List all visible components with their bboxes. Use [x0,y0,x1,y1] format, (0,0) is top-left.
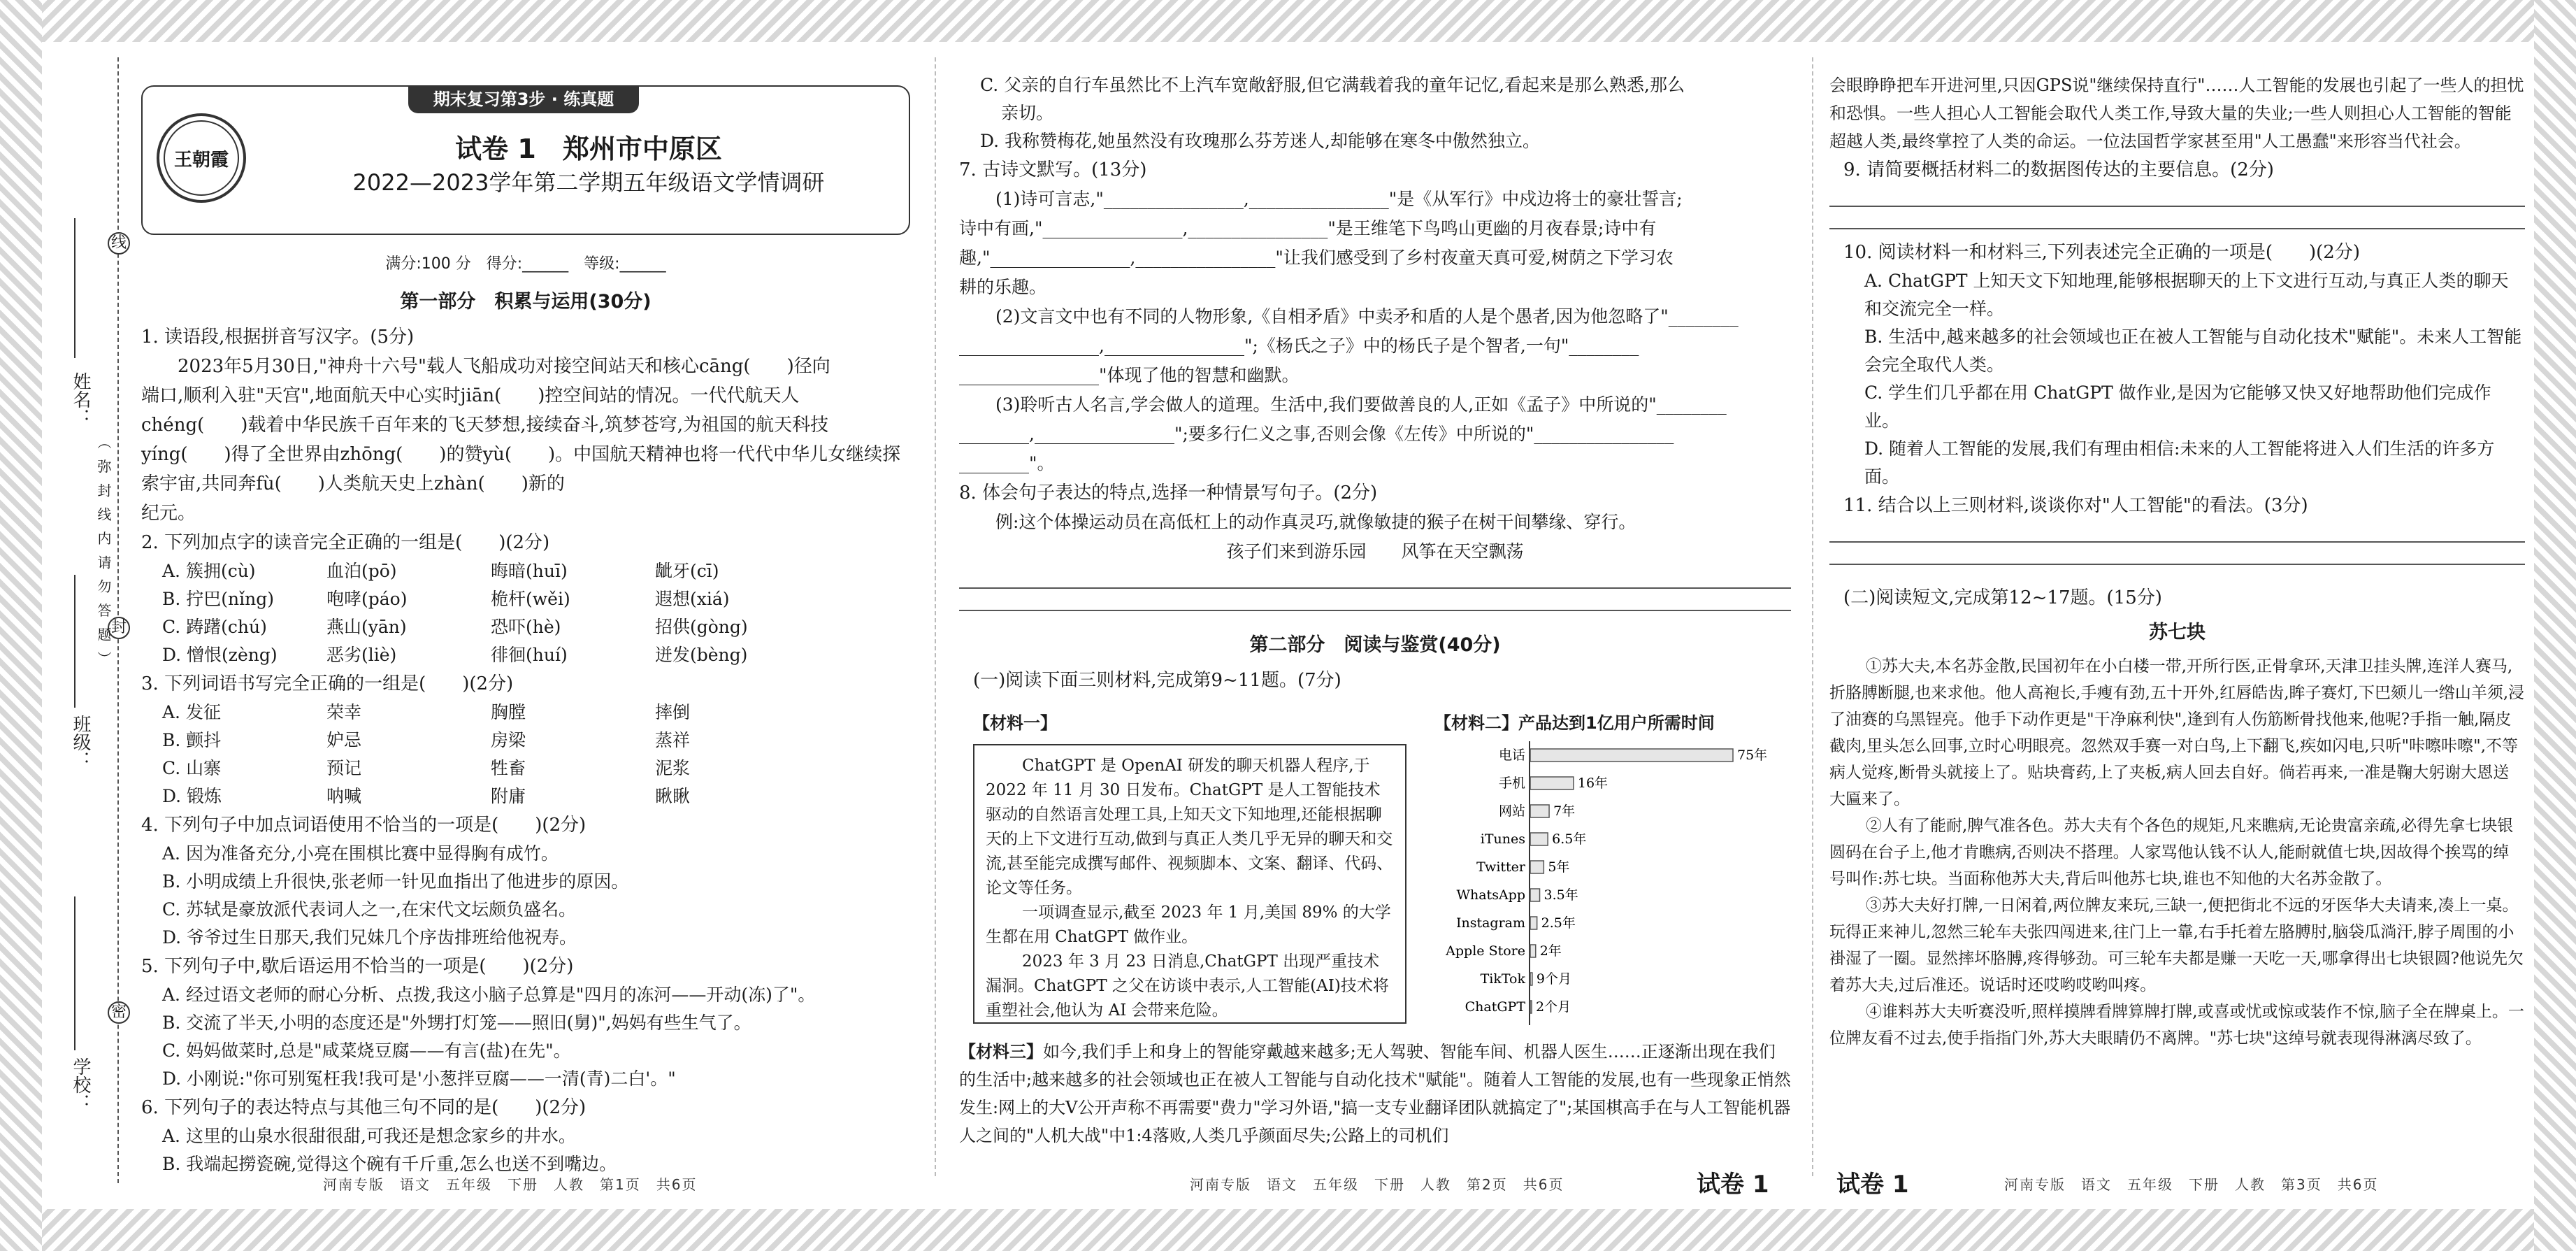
page-2 [959,43,1791,1208]
story-paragraph: ④谁料苏大夫听赛没听,照样摸牌看牌算牌打牌,或喜或忧或惊或装作不惊,脑子全在牌桌上。一位牌友看不过去,使手指指门外,苏大夫眼睛仍不离牌。"苏七块"这绰号就表现得淋漓尽致了。 [1829,1003,2524,1048]
category-label: WhatsApp [1456,887,1525,903]
option: 瞅瞅 [655,786,691,806]
bar [1530,1001,1532,1013]
option: 房梁 [491,730,526,750]
exam-title: 试卷 1 郑州市中原区 [455,134,722,164]
option: C. 踌躇(chú) [162,617,267,637]
fill-line: (1)诗可言志,"________________,________________"是《从军行》中戍边将士的豪壮誓言; [995,189,1683,209]
option: B. 我端起撈瓷碗,觉得这个碗有千斤重,怎么也送不到嘴边。 [162,1154,617,1174]
value-label: 2个月 [1536,999,1571,1015]
passage-line: 端口,顺利入驻"天宫",地面航天中心实时jiān( )控空间站的情况。一代代航天人 [141,385,800,406]
page-3 [1829,43,2525,1208]
material-3-text [959,1038,1791,1150]
fill-line: ________,________________";要多行仁义之事,否则会像《左传》中所说的"________________ [959,424,1674,444]
option: 亲切。 [1001,103,1054,123]
option: 恐吓(hè) [491,617,561,637]
option: B. 小明成绩上升很快,张老师一针见血指出了他进步的原因。 [162,871,629,892]
fill-line: ________________,________________";《杨氏之子》中的杨氏子是个智者,一句"________ [959,336,1639,356]
school-field[interactable] [74,896,75,1050]
option: 迸发(bèng) [655,645,748,665]
option: B. 拧巴(nǐng) [162,589,274,609]
option: 预记 [326,758,362,778]
question-stem: 8. 体会句子表达的特点,选择一种情景写句子。(2分) [959,482,1378,503]
option-row [162,755,910,782]
option: 附庸 [491,786,526,806]
category-label: TikTok [1480,971,1525,987]
option: 燕山(yān) [326,617,407,637]
question-stem: 3. 下列词语书写完全正确的一组是( )(2分) [141,673,514,694]
bar [1530,945,1536,957]
option: C. 山寨 [162,758,222,778]
option: 遐想(xiá) [655,589,730,609]
option: 妒忌 [326,730,362,750]
option: 恶劣(liè) [326,645,397,665]
answer-line[interactable] [959,610,1791,611]
value-label: 6.5年 [1552,831,1587,847]
option: B. 生活中,越来越多的社会领域也正在被人工智能与自动化技术"赋能"。未来人工智能会完全取代人类。 [1864,327,2522,375]
passage-line: chéng( )载着中华民族千百年来的飞天梦想,接续奋斗,筑梦苍穹,为祖国的航天科技 [141,415,829,436]
option: D. 我称赞梅花,她虽然没有玫瑰那么芬芳迷人,却能够在寒冬中傲然独立。 [980,131,1540,151]
bar [1530,917,1537,929]
option: C. 学生们几乎都在用 ChatGPT 做作业,是因为它能够又快又好地帮助他们完成作业。 [1864,383,2491,431]
bar-chart-svg [1441,737,1784,1031]
section-title: 第一部分 积累与运用(30分) [400,291,652,313]
fill-line: 诗中有画,"________________,________________"是王维笔下鸟鸣山更幽的月夜春景;诗中有 [959,218,1657,238]
answer-line[interactable] [959,587,1791,589]
question-stem: 10. 阅读材料一和材料三,下列表述完全正确的一项是( )(2分) [1843,242,2360,263]
option: C. 妈妈做菜时,总是"咸菜烧豆腐——有言(盐)在先"。 [162,1041,571,1061]
exam-badge: 试卷 1 [1697,1171,1769,1199]
story-title: 苏七块 [2149,622,2206,643]
value-label: 16年 [1577,775,1609,791]
exam-header [141,85,910,235]
bar [1530,889,1540,901]
option: A. 经过语文老师的耐心分析、点拨,我这小脑子总算是"四月的冻河——开动(冻)了"。 [162,985,816,1005]
question-stem: 1. 读语段,根据拼音写汉字。(5分) [141,327,415,348]
review-step-tab: 期末复习第3步 · 练真题 [408,85,639,113]
section-title: 第二部分 阅读与鉴赏(40分) [1249,634,1501,656]
option: D. 锻炼 [162,786,222,806]
bar [1530,749,1733,762]
option: 徘徊(huí) [491,645,568,665]
binding-strip [43,43,134,1208]
option: D. 憎恨(zèng) [162,645,278,665]
category-label: 电话 [1498,748,1525,763]
school-label: 学校： [70,1057,91,1112]
material-3-title: 【材料三】 [959,1042,1043,1061]
material-3-body: 如今,我们手上和身上的智能穿戴越来越多;无人驾驶、智能车间、机器人医生……正逐渐出现在我们的生活中;越来越多的社会领域也正在被人工智能与自动化技术"赋能"。随着人工智能的发展,也有一些现象正悄然发生:网上的大V公开声称不再需要"费力"学习外语,"搞一支专业翻译团队就搞定了";某国棋高手在与人工智能机器人之间的"人机大战"中1:4落败,人类几乎颜面尽失;公路上的司机们 [959,1042,1791,1145]
category-label: iTunes [1480,831,1525,847]
option: 龇牙(cī) [655,561,719,581]
question-stem: 6. 下列句子的表达特点与其他三句不同的是( )(2分) [141,1097,587,1118]
bar [1530,861,1544,873]
bar [1530,805,1549,817]
option-row [162,727,910,755]
reading-stem: (一)阅读下面三则材料,完成第9~11题。(7分) [973,670,1341,691]
material-paragraph: ChatGPT 是 OpenAI 研发的聊天机器人程序,于 2022 年 11 月 30 日发布。ChatGPT 是人工智能技术驱动的自然语言处理工具,上知天文下知地理,还能根据聊天的上下文进行互动,做到与真正人类几乎无异的聊天和交流,甚至能完成撰写邮件、视频脚本、文案、翻译、代码、论文等任务。 [986,757,1393,897]
page-footer: 河南专版 语文 五年级 下册 人教 第1页 共6页 [323,1176,698,1193]
option: 泥浆 [655,758,691,778]
seal-mark: 封 [108,617,130,639]
exam-sheet [43,43,2533,1208]
value-label: 2年 [1539,943,1562,959]
page-1 [141,43,910,1208]
scene-choices: 孩子们来到游乐园 风筝在天空飘荡 [1226,541,1524,562]
material-1-box [973,744,1406,1024]
answer-line[interactable] [1829,206,2525,207]
category-label: Apple Store [1446,943,1525,959]
value-label: 2.5年 [1541,915,1576,931]
question-stem: 9. 请简要概括材料二的数据图传达的主要信息。(2分) [1843,159,2274,180]
option: 荣幸 [326,702,362,722]
material-paragraph: 2023 年 3 月 23 日消息,ChatGPT 出现严重技术漏洞。ChatGPT 之父在访谈中表示,人工智能(AI)技术将重塑社会,他认为 AI 会带来危险。 [986,952,1389,1020]
fill-line: (2)文言文中也有不同的人物形象,《自相矛盾》中卖矛和盾的人是个愚者,因为他忽略了"________ [995,306,1739,327]
question-stem: 2. 下列加点字的读音完全正确的一组是( )(2分) [141,532,550,553]
class-field[interactable] [74,575,75,708]
option: 招供(gòng) [655,617,748,637]
option: 咆哮(páo) [326,589,408,609]
question-stem: 11. 结合以上三则材料,谈谈你对"人工智能"的看法。(3分) [1843,495,2308,516]
option: D. 小刚说:"你可别冤枉我!我可是'小葱拌豆腐——一清(青)二白'。" [162,1068,676,1089]
option-row [162,699,910,727]
seal-mark: 密 [108,1001,130,1024]
option: D. 随着人工智能的发展,我们有理由相信:未来的人工智能将进入人们生活的许多方面。 [1864,438,2495,487]
column-divider [935,57,936,1176]
page-footer: 河南专版 语文 五年级 下册 人教 第3页 共6页 [2004,1176,2379,1193]
bar [1530,973,1532,985]
logo-text: 王朝霞 [164,120,239,196]
value-label: 75年 [1737,748,1768,763]
seal-note: （ 弥 封 线 内 请 勿 答 题 ） [95,435,112,669]
fill-line: ________________"体现了他的智慧和幽默。 [959,365,1300,385]
story-paragraph: ②人有了能耐,脾气准各色。苏大夫有个各色的规矩,凡来瞧病,无论贵富亲疏,必得先拿七块银圆码在台子上,他才肯瞧病,否则决不搭理。人家骂他认钱不认人,能耐就值七块,因故得个挨骂的绰号叫作:苏七块。当面称他苏大夫,背后叫他苏七块,谁也不知他的大名苏金散了。 [1829,817,2514,888]
option-row [162,641,910,669]
materials-block [959,695,1791,1038]
story-paragraph: ③苏大夫好打牌,一日闲着,两位牌友来玩,三缺一,便把街北不远的牙医华大夫请来,凑上一桌。玩得正来神儿,忽然三轮车夫张四闯进来,往门上一靠,右手托着左胳膊肘,脑袋瓜淌汗,脖子周围的小褂湿了一圈。显然摔坏胳膊,疼得够劲。可三轮车夫都是赚一天吃一天,哪拿得出七块银圆?他说先欠着苏大夫,过后准还。说话时还哎哟哎哟叫疼。 [1829,896,2524,994]
category-label: Instagram [1455,915,1525,931]
value-label: 3.5年 [1544,887,1578,903]
bar [1530,833,1548,845]
option: 牲畜 [491,758,526,778]
exam-subtitle: 2022—2023学年第二学期五年级语文学情调研 [352,169,825,196]
name-field[interactable] [74,218,75,358]
option: D. 爷爷过生日那天,我们兄妹几个序齿排班给他祝寿。 [162,927,577,948]
publisher-logo [157,113,246,203]
decorative-border-left [0,0,42,1251]
passage-line: yíng( )得了全世界由zhōng( )的赞yù( )。中国航天精神也将一代代中华儿女继续探索宇宙,共同奔fù( )人类航天史上zhàn( )新的 [141,444,901,494]
page-footer: 河南专版 语文 五年级 下册 人教 第2页 共6页 [1190,1176,1564,1193]
question-stem: 4. 下列句子中加点词语使用不恰当的一项是( )(2分) [141,815,587,836]
category-label: 手机 [1498,775,1525,791]
story-paragraph: ①苏大夫,本名苏金散,民国初年在小白楼一带,开所行医,正骨拿环,天津卫挂头牌,连洋人赛马,折胳膊断腿,也来求他。他人高袍长,手瘦有劲,五十开外,红唇皓齿,眸子赛灯,下巴颏儿一绺山羊须,浸了油赛的乌黑锃亮。他手下动作更是"干净麻利快",逢到有人伤筋断骨找他来,他呢?手指一触,隔皮截肉,里头怎么回事,立时心明眼亮。忽然双手赛一对白鸟,上下翻飞,疾如闪电,只听"咔嚓咔嚓",不等病人觉疼,断骨头就接上了。贴块膏药,上了夹板,病人回去自好。倘若再来,一准是鞠大躬谢大恩送大匾来了。 [1829,657,2525,808]
fill-line: 耕的乐趣。 [959,277,1047,297]
fill-line: 趣,"________________,________________"让我们感受到了乡村夜童天真可爱,树荫之下学习农 [959,248,1674,268]
exam-badge: 试卷 1 [1836,1171,1909,1199]
category-label: Twitter [1476,859,1525,875]
value-label: 9个月 [1536,971,1571,987]
option: B. 颤抖 [162,730,222,750]
passage-line: 2023年5月30日,"神舟十六号"载人飞船成功对接空间站天和核心cāng( )径向 [178,356,830,377]
material-paragraph: 一项调查显示,截至 2023 年 1 月,美国 89% 的大学生都在用 ChatGPT 做作业。 [986,903,1391,946]
fill-line: (3)聆听古人名言,学会做人的道理。生活中,我们要做善良的人,正如《孟子》中所说的"________ [995,394,1727,415]
option: A. 发征 [162,702,221,722]
answer-line[interactable] [1829,564,2525,565]
category-label: 网站 [1498,803,1525,819]
decorative-border-right [2534,0,2576,1251]
example-sentence: 例:这个体操运动员在高低杠上的动作真灵巧,就像敏捷的猴子在树干间攀缘、穿行。 [995,512,1636,532]
bar [1530,777,1574,789]
option: A. 因为准备充分,小亮在围棋比赛中显得胸有成竹。 [162,843,559,864]
option-row [162,613,910,641]
option: 桅杆(wěi) [491,589,570,609]
option: 血泊(pō) [326,561,397,581]
reading-stem: (二)阅读短文,完成第12~17题。(15分) [1843,587,2162,608]
category-label: ChatGPT [1465,999,1525,1015]
value-label: 5年 [1548,859,1570,875]
class-label: 班级： [70,715,91,769]
value-label: 7年 [1553,803,1576,819]
option-row [162,782,910,810]
material-3-continued: 会眼睁睁把车开进河里,只因GPS说"继续保持直行"……人工智能的发展也引起了一些人的担忧和恐惧。一些人担心人工智能会取代人类工作,导致大量的失业;一些人则担心人工智能的智能超越人类,最终掌控了人类的命运。一位法国哲学家甚至用"人工愚蠢"来形容当代社会。 [1829,76,2524,151]
option: 晦暗(huī) [491,561,568,581]
question-stem: 5. 下列句子中,歇后语运用不恰当的一项是( )(2分) [141,956,574,977]
name-label: 姓名： [70,372,91,427]
score-line: 满分:100 分 得分:______ 等级:______ [385,255,666,273]
decorative-border-top [0,0,2576,42]
option: A. 这里的山泉水很甜很甜,可我还是想念家乡的井水。 [162,1126,576,1146]
material-1-title: 【材料一】 [973,713,1057,733]
fill-line: ________"。 [959,453,1055,473]
answer-line[interactable] [1829,541,2525,543]
seal-mark: 线 [108,232,130,255]
option-row [162,557,910,585]
option: A. 簇拥(cù) [162,561,256,581]
users-chart [1441,737,1784,1031]
decorative-border-bottom [0,1209,2576,1251]
question-stem: 7. 古诗文默写。(13分) [959,159,1147,180]
option: B. 交流了半天,小明的态度还是"外甥打灯笼——照旧(舅)",妈妈有些生气了。 [162,1013,751,1033]
option: 摔倒 [655,702,691,722]
material-2-title: 【材料二】产品达到1亿用户所需时间 [1434,713,1715,733]
passage-line: 纪元。 [141,503,196,524]
option: 呐喊 [326,786,362,806]
option: C. 苏轼是豪放派代表词人之一,在宋代文坛颇负盛名。 [162,899,577,920]
option: A. ChatGPT 上知天文下知地理,能够根据聊天的上下文进行互动,与真正人类的聊天和交流完全一样。 [1864,271,2509,319]
option: 胸膛 [491,702,526,722]
option-row [162,585,910,613]
column-divider [1812,57,1813,1176]
option: C. 父亲的自行车虽然比不上汽车宽敞舒服,但它满载着我的童年记忆,看起来是那么熟悉,那么 [980,75,1685,95]
option: 蒸祥 [655,730,691,750]
